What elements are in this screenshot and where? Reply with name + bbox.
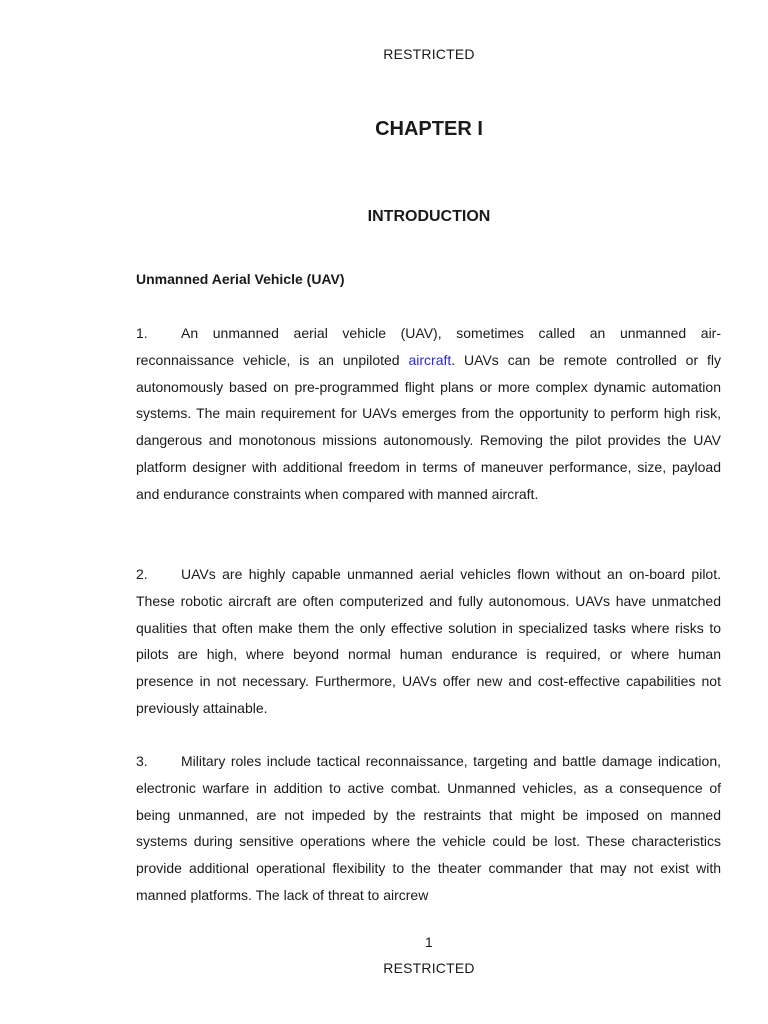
paragraph-text: UAVs are highly capable unmanned aerial vehicles flown without an on-board pilot. These robotic aircraft are often computerized and fully autonomous. UAVs have unmatched qualities that often make them the only effective solution in specialized tasks where risks to pilots are high, where beyond normal human endurance is required, or where human presence in not necessary. Furthermore, UAVs offer new and cost-effective capabilities not previously attainable.	[136, 566, 721, 716]
paragraph-number: 2.	[136, 566, 148, 582]
paragraph-text: Military roles include tactical reconnaissance, targeting and battle damage indication, electronic warfare in addition to active combat. Unmanned vehicles, as a consequence of being unmanned, are not impeded by the restraints that might be imposed on manned systems during sensitive operations where the vehicle could be lost. These characteristics provide additional operational flexibility to the theater commander that may not exist with manned platforms. The lack of threat to aircrew	[136, 753, 721, 903]
paragraph-number: 1.	[136, 325, 148, 341]
aircraft-link[interactable]: aircraft	[408, 351, 452, 368]
page-number: 1	[425, 934, 433, 950]
paragraph-text: . UAVs can be remote controlled or fly autonomously based on pre-programmed flight plans or more complex dynamic automation systems. The main requirement for UAVs emerges from the opportunity to perform high risk, dangerous and monotonous missions autonomously. Removing the pilot provides the UAV platform designer with additional freedom in terms of maneuver performance, size, payload and endurance constraints when compared with manned aircraft.	[136, 351, 721, 502]
paragraph-2	[136, 561, 721, 722]
paragraph-3	[136, 748, 721, 909]
paragraph-number: 3.	[136, 753, 148, 769]
section-title: INTRODUCTION	[367, 208, 491, 225]
paragraph-text: An unmanned aerial vehicle (UAV), sometimes called an unmanned air-reconnaissance vehicle, is an unpiloted	[136, 325, 721, 368]
header-classification-mark: RESTRICTED	[383, 46, 475, 62]
subheading: Unmanned Aerial Vehicle (UAV)	[136, 271, 345, 287]
chapter-title: CHAPTER I	[375, 118, 483, 140]
footer-classification-mark: RESTRICTED	[383, 960, 475, 976]
paragraph-1	[136, 320, 721, 508]
